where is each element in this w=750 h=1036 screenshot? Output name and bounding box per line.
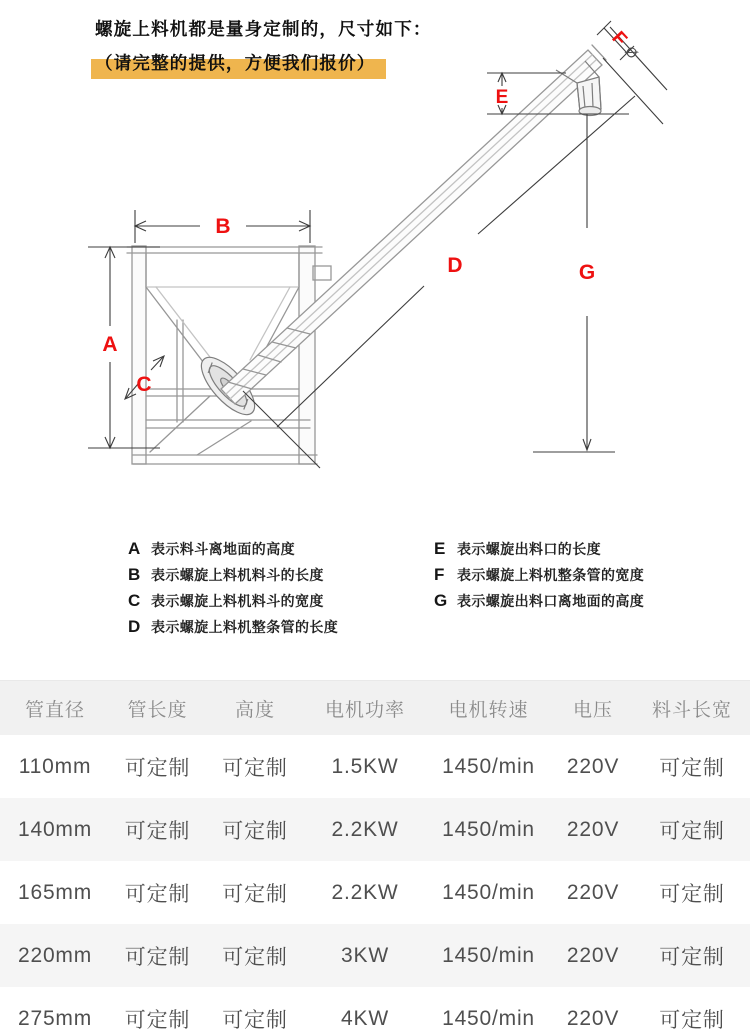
table-cell: 可定制 [222, 819, 288, 843]
legend-item-d [128, 617, 338, 643]
legend-item-g [434, 591, 644, 617]
table-cell: 140mm [17, 817, 93, 841]
legend-text: 表示螺旋出料口的长度 [457, 541, 601, 557]
table-cell: 165mm [17, 880, 93, 904]
legend-letter: E [434, 539, 446, 558]
feed-tube-sketch [221, 45, 606, 404]
table-cell: 4KW [341, 1006, 389, 1030]
legend-letter: F [434, 565, 445, 584]
table-cell: 可定制 [659, 819, 725, 843]
dim-label-a: A [102, 333, 118, 356]
table-cell: 可定制 [124, 882, 191, 906]
table-cell: 220V [566, 943, 620, 967]
dim-label-c: C [136, 373, 152, 396]
table-cell: 1.5KW [331, 754, 399, 778]
page-subtitle-highlight: （请完整的提供，方便我们报价） [91, 47, 386, 79]
dim-label-d: D [447, 254, 463, 277]
table-cell: 1450/min [442, 943, 535, 967]
table-cell: 可定制 [659, 882, 725, 906]
table-cell: 2.2KW [331, 880, 399, 904]
table-cell: 可定制 [222, 945, 288, 969]
legend-letter: D [128, 617, 141, 636]
dimension-g [533, 114, 615, 452]
col-header-pipe-length: 管长度 [110, 681, 205, 736]
legend-text: 表示螺旋上料机料斗的宽度 [151, 593, 324, 609]
table-cell: 220V [566, 880, 620, 904]
col-header-voltage: 电压 [552, 681, 634, 736]
table-cell: 1450/min [442, 754, 535, 778]
page-title: 螺旋上料机都是量身定制的，尺寸如下： [95, 19, 432, 39]
legend-item-f [434, 565, 644, 591]
legend-item-c [128, 591, 338, 617]
col-header-pipe-diameter: 管直径 [0, 681, 110, 736]
table-cell: 可定制 [659, 756, 725, 780]
table-cell: 可定制 [124, 756, 191, 780]
col-header-height: 高度 [205, 681, 305, 736]
table-row [0, 987, 750, 1036]
table-cell: 可定制 [124, 945, 191, 969]
legend-letter: C [128, 591, 141, 610]
table-cell: 可定制 [124, 819, 191, 843]
legend-letter: A [128, 539, 141, 558]
dim-label-b: B [215, 215, 231, 238]
table-cell: 1450/min [442, 1006, 535, 1030]
table-cell: 可定制 [124, 1008, 191, 1032]
legend-text: 表示螺旋上料机料斗的长度 [151, 567, 324, 583]
legend-text: 表示螺旋出料口离地面的高度 [457, 593, 645, 609]
col-header-motor-power: 电机功率 [305, 681, 425, 736]
dim-label-g: G [578, 261, 596, 284]
legend-letter: G [434, 591, 448, 610]
table-cell: 220V [566, 1006, 620, 1030]
diameter-symbol: Ø [622, 42, 642, 62]
table-cell: 可定制 [659, 1008, 725, 1032]
legend-item-e [434, 539, 644, 565]
table-row [0, 861, 750, 924]
col-header-hopper-size: 料斗长宽 [634, 681, 750, 736]
table-cell: 3KW [341, 943, 389, 967]
legend-text: 表示螺旋上料机整条管的宽度 [457, 567, 645, 583]
table-cell: 110mm [18, 754, 92, 778]
table-cell: 2.2KW [331, 817, 399, 841]
table-row [0, 735, 750, 798]
dim-label-f: F [607, 27, 631, 51]
table-header-row [0, 681, 750, 736]
table-cell: 可定制 [222, 1008, 288, 1032]
dim-label-e: E [495, 87, 509, 108]
legend-text: 表示螺旋上料机整条管的长度 [151, 619, 339, 635]
legend-column-left [128, 539, 338, 643]
table-cell: 275mm [17, 1006, 93, 1030]
table-row [0, 924, 750, 987]
table-cell: 1450/min [442, 817, 535, 841]
legend-text: 表示料斗离地面的高度 [151, 541, 295, 557]
hopper-frame-sketch [127, 246, 331, 464]
spec-table [0, 680, 750, 1036]
table-cell: 可定制 [659, 945, 725, 969]
table-cell: 可定制 [222, 882, 288, 906]
legend-column-right [434, 539, 644, 617]
table-cell: 可定制 [222, 756, 288, 780]
legend-item-b [128, 565, 338, 591]
dimension-a [88, 247, 160, 448]
table-cell: 220mm [17, 943, 93, 967]
table-row [0, 798, 750, 861]
table-cell: 1450/min [442, 880, 535, 904]
col-header-motor-speed: 电机转速 [425, 681, 552, 736]
table-cell: 220V [566, 754, 620, 778]
legend-item-a [128, 539, 338, 565]
table-cell: 220V [566, 817, 620, 841]
legend-letter: B [128, 565, 141, 584]
